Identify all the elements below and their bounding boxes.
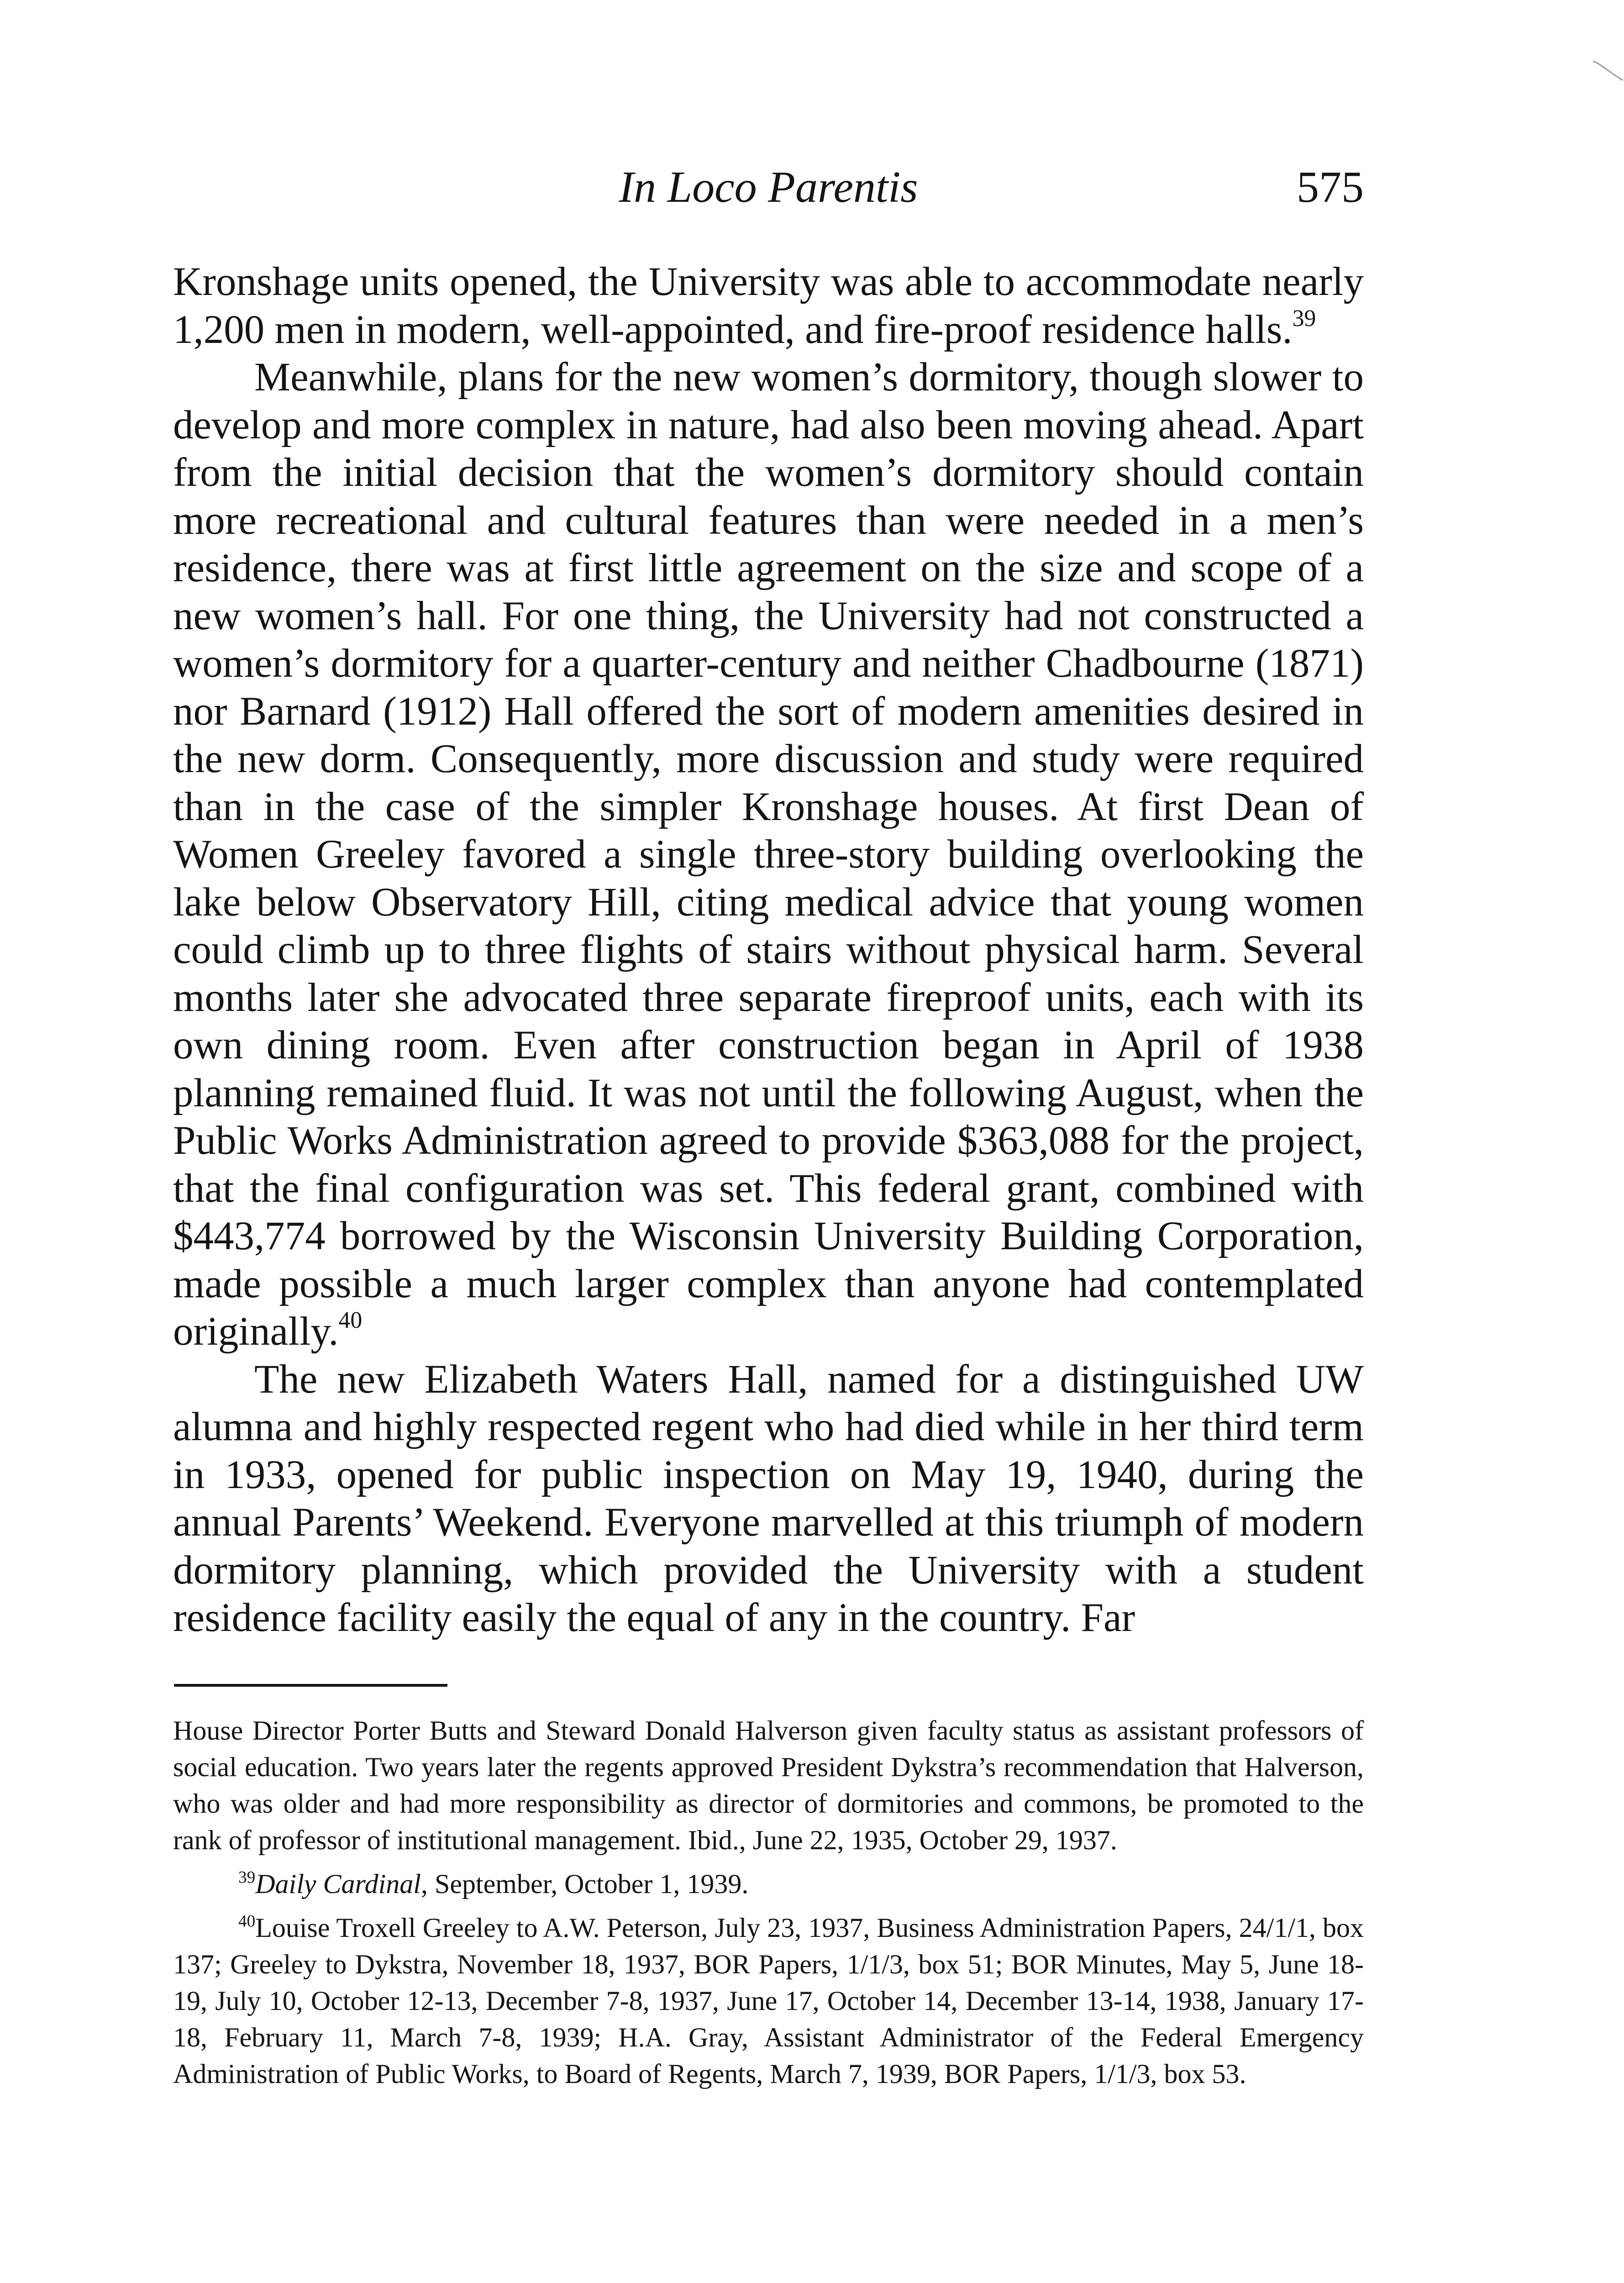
paragraph-2-text: Meanwhile, plans for the new women’s dormitory, though slower to develop and more complex in nature, had also been moving ahead. Apart from the initial decision that the women’s dormitory should contain more recreational and cultural features than were needed in a men’s residence, there was at first little agreement on the size and scope of a new women’s hall. For one thing, the University had not constructed a women’s dormitory for a quarter-century and neither Chadbourne (1871) nor Barnard (1912) Hall offered the sort of modern amenities desired in the new dorm. Consequently, more discussion and study were required than in the case of the simpler Kronshage houses. At first Dean of Women Greeley favored a single three-story building overlooking the lake below Observatory Hill, citing medical advice that young women could climb up to three flights of stairs without physical harm. Several months later she advocated three separate fireproof units, each with its own dining room. Even after construction began in April of 1938 planning remained fluid. It was not until the following August, when the Public Works Administration agreed to provide $363,088 for the project, that the final configuration was set. This federal grant, combined with $443,774 borrowed by the Wisconsin University Building Corporation, made possible a much larger complex than anyone had contemplated originally.	[173, 355, 1364, 1354]
footnote-40-marker: 40	[238, 1912, 256, 1931]
footnote-divider	[174, 1684, 447, 1687]
footnote-ref-39: 39	[1292, 305, 1316, 331]
footnote-39-marker: 39	[238, 1868, 256, 1887]
footnote-39-title: Daily Cardinal	[255, 1869, 421, 1899]
page-number: 575	[1297, 163, 1364, 212]
paragraph-1-text: Kronshage units opened, the University was able to accommodate nearly 1,200 men in modern, well-appointed, and fire-proof residence halls.	[173, 259, 1364, 352]
footnote-39	[173, 1866, 1364, 1902]
footnotes	[173, 1712, 1364, 2092]
footnote-40-text: Louise Troxell Greeley to A.W. Peterson, July 23, 1937, Business Administration Papers, 24/1/1, box 137; Greeley to Dykstra, November 18, 1937, BOR Papers, 1/1/3, box 51; BOR Minutes, May 5, June 18-19, July 10, October 12-13, December 7-8, 1937, June 17, October 14, December 13-14, 1938, January 17-18, February 11, March 7-8, 1939; H.A. Gray, Assistant Administrator of the Federal Emergency Administration of Public Works, to Board of Regents, March 7, 1939, BOR Papers, 1/1/3, box 53.	[173, 1913, 1364, 2089]
running-head	[173, 155, 1364, 219]
footnote-continued: House Director Porter Butts and Steward Donald Halverson given faculty status as assistant professors of social education. Two years later the regents approved President Dykstra’s recommendation that Halverson, who was older and had more responsibility as director of dormitories and commons, be promoted to the rank of professor of institutional management. Ibid., June 22, 1935, October 29, 1937.	[173, 1715, 1364, 1855]
footnote-40	[173, 1910, 1364, 2092]
paragraph-2	[173, 353, 1364, 1356]
paragraph-1	[173, 258, 1364, 353]
running-title: In Loco Parentis	[619, 163, 918, 212]
scan-edge-mark	[1592, 59, 1624, 82]
footnote-39-text: , September, October 1, 1939.	[420, 1869, 749, 1899]
footnote-ref-40: 40	[338, 1307, 363, 1333]
main-text	[173, 258, 1364, 1642]
paragraph-3-text: The new Elizabeth Waters Hall, named for a distinguished UW alumna and highly respected regent who had died while in her third term in 1933, opened for public inspection on May 19, 1940, during the annual Parents’ Weekend. Everyone marvelled at this triumph of modern dormitory planning, which provided the University with a student residence facility easily the equal of any in the country. Far	[173, 1357, 1364, 1640]
paragraph-3	[173, 1356, 1364, 1642]
